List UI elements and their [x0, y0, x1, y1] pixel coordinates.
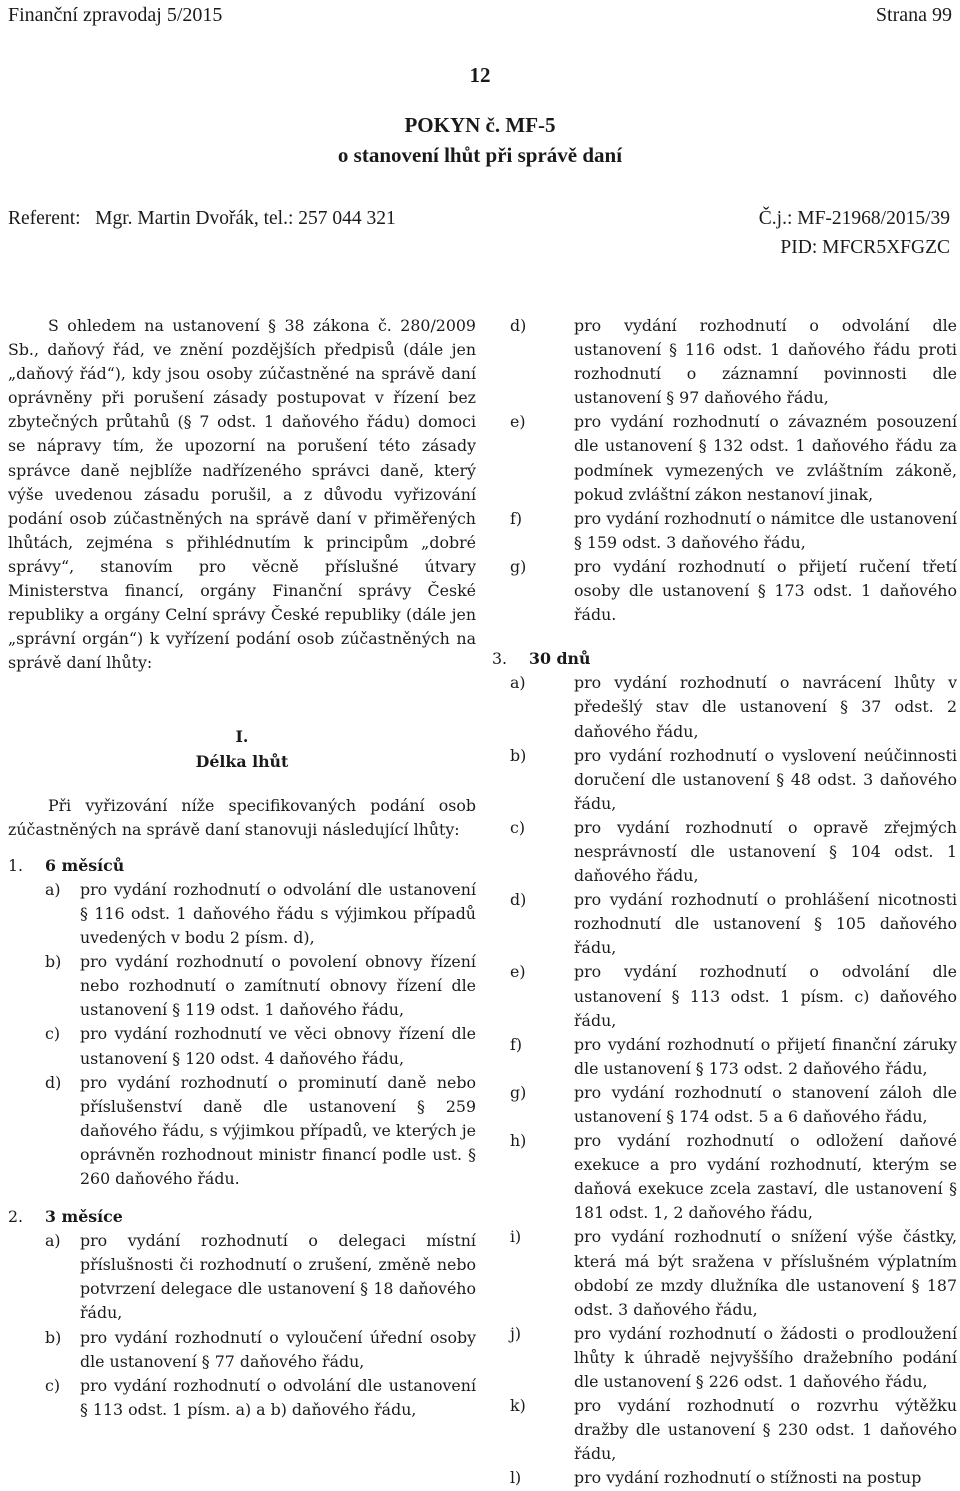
referent: Referent: Mgr. Martin Dvořák, tel.: 257 044 321 [8, 208, 396, 229]
item-marker: k) [510, 1396, 526, 1416]
item-text: pro vydání rozhodnutí o opravě zřejmých nesprávností dle ustanovení § 104 odst. 1 daňového řádu, [574, 817, 957, 886]
item-text: pro vydání rozhodnutí o odvolání dle ustanovení § 113 odst. 1 písm. a) a b) daňového řádu, [80, 1375, 476, 1419]
left-column [8, 314, 476, 1422]
deadline-group-3-months [8, 1205, 476, 1422]
item-marker: g) [510, 556, 527, 576]
item-marker: c) [45, 1024, 61, 1044]
deadline-group-30-days [492, 647, 957, 1490]
item-text: pro vydání rozhodnutí o vyloučení úřední osoby dle ustanovení § 77 daňového řádu, [80, 1327, 476, 1371]
referent-line [8, 205, 950, 235]
list-item [492, 1322, 957, 1394]
journal-name: Finanční zpravodaj 5/2015 [8, 4, 223, 26]
deadline-item-list [492, 314, 957, 627]
intro-paragraph: S ohledem na ustanovení § 38 zákona č. 280/2009 Sb., daňový řád, ve znění pozdějších předpisů (dále jen „daňový řád“), kdy jsou osoby zúčastněné na správě daní oprávněny při porušení zásady postupovat v řízení bez zbytečných průtahů (§ 7 odst. 1 daňového řádu) domoci se nápravy tím, že upozorní na porušení této zásady správce daně nejblíže nadřízeného správci daně, který výše uvedenou zásadu porušil, a z důvodu vyřizování podání osob zúčastněných na správě daní v přiměřených lhůtách, zejména s přihlédnutím k principům „dobré správy“, stanovím pro věcně příslušné útvary Ministerstva financí, orgány Finanční správy České republiky a orgány Celní správy České republiky (dále jen „správní orgán“) k vyřízení podání osob zúčastněných na správě daní lhůty: [8, 316, 476, 673]
item-marker: e) [510, 412, 526, 432]
item-marker: b) [45, 952, 62, 972]
item-marker: i) [510, 1227, 522, 1247]
item-text: pro vydání rozhodnutí o přijetí ručení třetí osoby dle ustanovení § 173 odst. 1 daňového řádu. [574, 556, 957, 625]
item-marker: f) [510, 508, 523, 528]
item-marker: c) [45, 1375, 61, 1395]
list-item [8, 1229, 476, 1325]
list-item [8, 1374, 476, 1422]
list-item [492, 555, 957, 627]
item-text: pro vydání rozhodnutí o žádosti o prodloužení lhůty k úhradě nejvyššího dražebního podání dle ustanovení § 226 odst. 1 daňového řádu, [574, 1323, 957, 1392]
list-item [8, 1326, 476, 1374]
deadline-item-list [8, 1229, 476, 1422]
item-marker: b) [45, 1327, 62, 1347]
section-title: Délka lhůt [195, 751, 289, 771]
section-intro: Při vyřizování níže specifikovaných podání osob zúčastněných na správě daní stanovuji následující lhůty: [8, 795, 476, 839]
list-item [8, 1071, 476, 1191]
deadline-item-list [8, 878, 476, 1191]
item-text: pro vydání rozhodnutí o odvolání dle ustanovení § 116 odst. 1 daňového řádu proti rozhodnutí o záznamní povinnosti dle ustanovení § 97 daňového řádu, [574, 316, 957, 408]
item-text: pro vydání rozhodnutí o odvolání dle ustanovení § 116 odst. 1 daňového řádu s výjimkou případů uvedených v bodu 2 písm. d), [80, 879, 476, 948]
deadline-group-3-months-continued [492, 314, 957, 627]
group-title: 30 dnů [529, 649, 591, 669]
item-text: pro vydání rozhodnutí ve věci obnovy řízení dle ustanovení § 120 odst. 4 daňového řádu, [80, 1024, 476, 1068]
group-number: 3. [492, 649, 508, 669]
deadline-group-heading [8, 854, 476, 878]
group-title: 3 měsíce [45, 1207, 123, 1227]
item-marker: d) [510, 316, 527, 335]
page-number: Strana 99 [875, 4, 952, 26]
item-marker: f) [510, 1034, 523, 1054]
item-marker: a) [45, 879, 61, 899]
item-text: pro vydání rozhodnutí o odvolání dle ustanovení § 113 odst. 1 písm. c) daňového řádu, [574, 962, 957, 1030]
group-title: 6 měsíců [45, 855, 125, 875]
document-number: 12 [469, 63, 491, 87]
list-item [492, 314, 957, 410]
list-item [492, 1394, 957, 1466]
reference-number: Č.j.: MF-21968/2015/39 [758, 208, 950, 229]
item-marker: h) [510, 1131, 527, 1151]
list-item [492, 1225, 957, 1321]
list-item [492, 888, 957, 960]
list-item [492, 960, 957, 1032]
item-text: pro vydání rozhodnutí o závazném posouzení dle ustanovení § 132 odst. 1 daňového řádu za podmínek vymezených ve zvláštním zákoně, pokud zvláštní zákon nestanoví jinak, [574, 412, 957, 504]
item-marker: l) [510, 1468, 522, 1488]
list-item [492, 410, 957, 506]
list-item [492, 1081, 957, 1129]
list-item [492, 1033, 957, 1081]
item-text: pro vydání rozhodnutí o povolení obnovy řízení nebo rozhodnutí o zamítnutí obnovy řízení dle ustanovení § 119 odst. 1 daňového řádu, [80, 952, 476, 1020]
deadline-group-heading [8, 1205, 476, 1229]
list-item [8, 950, 476, 1022]
item-marker: g) [510, 1082, 527, 1102]
group-number: 2. [8, 1207, 24, 1227]
item-text: pro vydání rozhodnutí o prominutí daně nebo příslušenství daně dle ustanovení § 259 daňového řádu, s výjimkou případů, ve kterých je oprávněn rozhodnout ministr financí podle ust. § 260 daňového řádu. [80, 1072, 476, 1188]
pid-line [8, 234, 950, 264]
list-item [492, 744, 957, 816]
item-marker: e) [510, 962, 526, 982]
list-item [492, 1466, 957, 1490]
item-text: pro vydání rozhodnutí o snížení výše částky, která má být sražena v příslušném výplatním období ze mzdy dlužníka dle ustanovení § 187 odst. 3 daňového řádu, [574, 1227, 957, 1319]
list-item [8, 1022, 476, 1070]
deadline-group-heading [492, 647, 957, 671]
list-item [492, 671, 957, 743]
item-marker: a) [510, 673, 526, 693]
item-marker: c) [510, 817, 526, 837]
item-text: pro vydání rozhodnutí o stížnosti na postup [574, 1468, 922, 1488]
item-marker: a) [45, 1231, 61, 1251]
right-column [492, 314, 957, 1491]
running-header [8, 2, 952, 28]
item-text: pro vydání rozhodnutí o přijetí finanční záruky dle ustanovení § 173 odst. 2 daňového řádu, [574, 1034, 957, 1078]
pid: PID: MFCR5XFGZC [780, 237, 950, 258]
item-marker: d) [45, 1072, 62, 1092]
item-text: pro vydání rozhodnutí o odložení daňové exekuce a pro vydání rozhodnutí, kterým se daňová exekuce zcela zastaví, dle ustanovení § 181 odst. 1, 2 daňového řádu, [574, 1131, 957, 1223]
item-text: pro vydání rozhodnutí o námitce dle ustanovení § 159 odst. 3 daňového řádu, [574, 508, 957, 552]
item-text: pro vydání rozhodnutí o delegaci místní příslušnosti či rozhodnutí o zrušení, změně nebo potvrzení delegace dle ustanovení § 18 daňového řádu, [80, 1231, 476, 1323]
item-text: pro vydání rozhodnutí o stanovení záloh dle ustanovení § 174 odst. 5 a 6 daňového řádu, [574, 1082, 957, 1126]
item-text: pro vydání rozhodnutí o prohlášení nicotnosti rozhodnutí dle ustanovení § 105 daňového řádu, [574, 890, 957, 958]
document-title: POKYN č. MF-5 [404, 113, 556, 137]
list-item [492, 1129, 957, 1225]
group-number: 1. [8, 855, 24, 875]
list-item [492, 816, 957, 888]
item-marker: j) [510, 1323, 522, 1343]
section-number: I. [235, 727, 249, 747]
item-text: pro vydání rozhodnutí o rozvrhu výtěžku dražby dle ustanovení § 230 odst. 1 daňového řádu, [574, 1396, 957, 1464]
item-text: pro vydání rozhodnutí o navrácení lhůty v předešlý stav dle ustanovení § 37 odst. 2 daňového řádu, [574, 673, 957, 741]
item-marker: d) [510, 890, 527, 910]
list-item [492, 507, 957, 555]
list-item [8, 878, 476, 950]
deadline-item-list [492, 671, 957, 1490]
deadline-group-6-months [8, 854, 476, 1191]
document-subtitle: o stanovení lhůt při správě daní [337, 143, 623, 167]
item-text: pro vydání rozhodnutí o vyslovení neúčinnosti doručení dle ustanovení § 48 odst. 3 daňového řádu, [574, 745, 957, 813]
item-marker: b) [510, 745, 527, 765]
